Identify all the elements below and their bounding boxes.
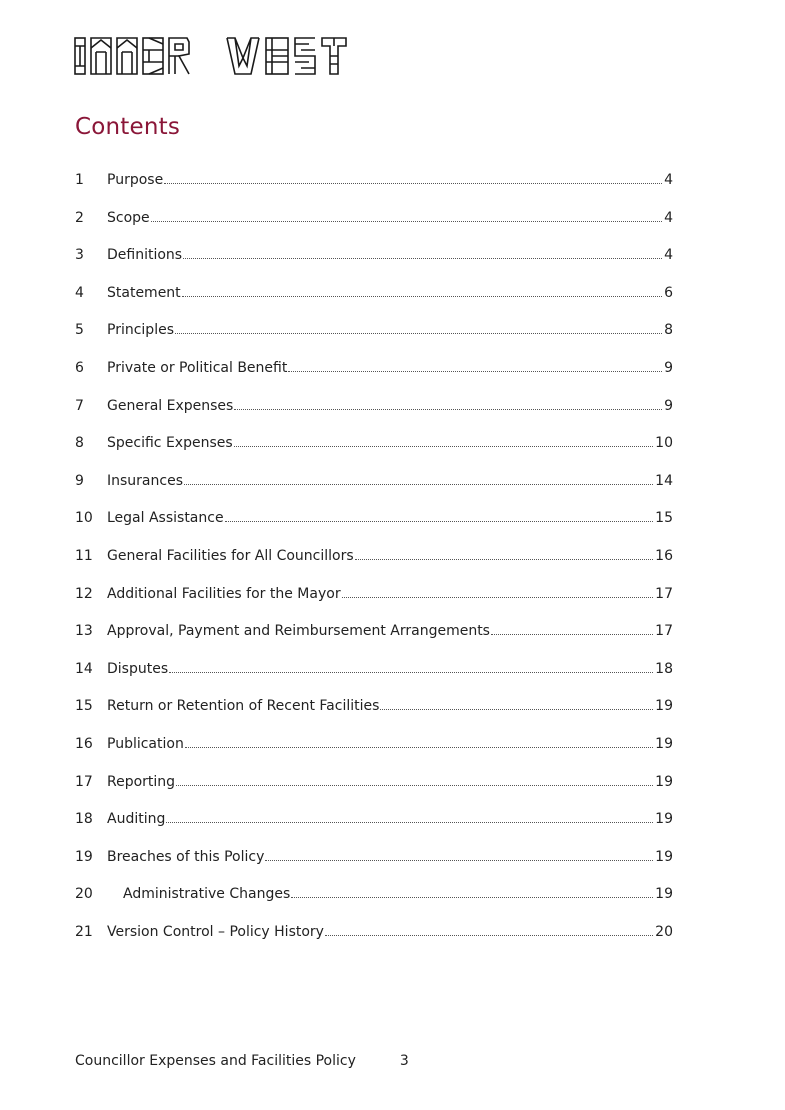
toc-entry-number: 16 — [75, 735, 93, 752]
toc-dot-leader — [355, 546, 654, 560]
toc-dot-leader — [288, 358, 662, 372]
toc-dot-leader — [234, 396, 662, 410]
toc-dot-leader — [164, 170, 662, 184]
toc-dot-leader — [184, 471, 653, 485]
toc-entry-page[interactable]: 18 — [655, 660, 673, 677]
toc-entry-number: 7 — [75, 397, 84, 414]
toc-entry[interactable] — [75, 922, 673, 960]
toc-entry[interactable] — [75, 884, 673, 922]
toc-entry-number: 1 — [75, 172, 84, 188]
toc-entry-page[interactable]: 4 — [664, 247, 673, 264]
toc-entry-label[interactable]: Return or Retention of Recent Facilities — [107, 698, 380, 715]
toc-entry[interactable] — [75, 208, 673, 246]
toc-entry-number: 15 — [75, 698, 93, 715]
toc-entry-page[interactable]: 8 — [664, 322, 673, 339]
toc-entry-label[interactable]: Specific Expenses — [107, 435, 233, 452]
toc-entry[interactable] — [75, 584, 673, 622]
toc-entry-label[interactable]: Publication — [107, 735, 184, 752]
toc-dot-leader — [183, 245, 662, 259]
toc-entry-label[interactable]: Auditing — [107, 811, 166, 828]
toc-entry[interactable] — [75, 283, 673, 321]
toc-dot-leader — [342, 584, 654, 598]
toc-dot-leader — [325, 922, 653, 936]
toc-entry-label[interactable]: Disputes — [107, 660, 169, 677]
toc-entry[interactable] — [75, 546, 673, 584]
page-title: Contents — [75, 114, 181, 140]
toc-entry-number: 13 — [75, 623, 93, 640]
toc-entry[interactable] — [75, 659, 673, 697]
toc-entry-label[interactable]: Statement — [107, 284, 181, 301]
footer-page-number: 3 — [399, 1053, 409, 1069]
toc-entry[interactable] — [75, 847, 673, 885]
toc-entry-page[interactable]: 19 — [655, 848, 673, 865]
toc-entry-page[interactable]: 9 — [664, 397, 673, 414]
toc-entry-number: 8 — [75, 435, 84, 452]
footer-document-title: Councillor Expenses and Facilities Policy — [75, 1053, 356, 1069]
toc-entry-page[interactable]: 19 — [655, 886, 673, 903]
toc-entry-label[interactable]: Approval, Payment and Reimbursement Arrangements — [107, 623, 490, 640]
toc-dot-leader — [265, 847, 653, 861]
toc-entry[interactable] — [75, 696, 673, 734]
inner-west-logo — [74, 36, 370, 76]
toc-entry[interactable] — [75, 734, 673, 772]
toc-entry-number: 6 — [75, 359, 84, 376]
toc-entry-label[interactable]: Breaches of this Policy — [107, 848, 265, 865]
table-of-contents — [75, 170, 673, 959]
toc-entry-number: 14 — [75, 660, 93, 677]
toc-entry-label[interactable]: Insurances — [107, 472, 183, 489]
toc-dot-leader — [176, 772, 653, 786]
toc-entry-label[interactable]: Private or Political Benefit — [107, 359, 288, 376]
toc-dot-leader — [185, 734, 653, 748]
toc-entry-page[interactable]: 17 — [655, 623, 673, 640]
toc-entry-number: 2 — [75, 209, 84, 226]
toc-entry-number: 5 — [75, 322, 84, 339]
toc-dot-leader — [182, 283, 662, 297]
toc-entry-label[interactable]: Principles — [107, 322, 174, 339]
toc-entry-page[interactable]: 15 — [655, 510, 673, 527]
toc-dot-leader — [151, 208, 662, 222]
toc-dot-leader — [225, 508, 654, 522]
toc-entry-number: 20 — [75, 886, 93, 903]
toc-entry-label[interactable]: Purpose — [107, 172, 164, 188]
toc-entry[interactable] — [75, 358, 673, 396]
toc-entry-page[interactable]: 19 — [655, 698, 673, 715]
toc-entry-number: 4 — [75, 284, 84, 301]
toc-entry-page[interactable]: 4 — [664, 209, 673, 226]
toc-dot-leader — [291, 884, 653, 898]
toc-entry-number: 12 — [75, 585, 93, 602]
toc-entry-page[interactable]: 14 — [655, 472, 673, 489]
toc-entry-label[interactable]: General Expenses — [107, 397, 234, 414]
toc-entry[interactable] — [75, 772, 673, 810]
toc-entry-page[interactable]: 10 — [655, 435, 673, 452]
toc-entry-page[interactable]: 9 — [664, 359, 673, 376]
toc-entry-label[interactable]: Additional Facilities for the Mayor — [107, 585, 341, 602]
toc-entry-page[interactable]: 16 — [655, 547, 673, 564]
toc-entry[interactable] — [75, 320, 673, 358]
toc-dot-leader — [175, 320, 662, 334]
toc-entry[interactable] — [75, 508, 673, 546]
toc-entry-number: 10 — [75, 510, 93, 527]
toc-entry-number: 18 — [75, 811, 93, 828]
toc-entry-number: 17 — [75, 773, 93, 790]
toc-entry[interactable] — [75, 621, 673, 659]
toc-entry-page[interactable]: 6 — [664, 284, 673, 301]
toc-entry-label[interactable]: Scope — [107, 209, 150, 226]
toc-entry-label[interactable]: Version Control – Policy History — [107, 923, 324, 940]
toc-entry-number: 9 — [75, 472, 84, 489]
toc-entry-label[interactable]: Definitions — [107, 247, 183, 264]
toc-entry-page[interactable]: 20 — [655, 923, 673, 940]
toc-entry[interactable] — [75, 433, 673, 471]
toc-entry[interactable] — [75, 809, 673, 847]
toc-entry-label[interactable]: General Facilities for All Councillors — [107, 547, 354, 564]
toc-entry-number: 21 — [75, 923, 93, 940]
toc-dot-leader — [491, 621, 653, 635]
toc-dot-leader — [169, 659, 653, 673]
toc-entry[interactable] — [75, 170, 673, 208]
toc-entry-page[interactable]: 19 — [655, 811, 673, 828]
toc-dot-leader — [380, 696, 653, 710]
toc-entry-number: 11 — [75, 547, 93, 564]
toc-entry-page[interactable]: 4 — [664, 172, 673, 188]
toc-entry-label[interactable]: Administrative Changes — [123, 886, 291, 903]
toc-entry-page[interactable]: 19 — [655, 735, 673, 752]
toc-entry-number: 19 — [75, 848, 93, 865]
toc-entry-page[interactable]: 19 — [655, 773, 673, 790]
toc-dot-leader — [234, 433, 654, 447]
toc-entry-page[interactable]: 17 — [655, 585, 673, 602]
toc-entry-label[interactable]: Reporting — [107, 773, 176, 790]
toc-dot-leader — [166, 809, 653, 823]
page-footer — [75, 1053, 409, 1069]
toc-entry[interactable] — [75, 245, 673, 283]
toc-entry-label[interactable]: Legal Assistance — [107, 510, 224, 527]
toc-entry[interactable] — [75, 396, 673, 434]
toc-entry-number: 3 — [75, 247, 84, 264]
toc-entry[interactable] — [75, 471, 673, 509]
